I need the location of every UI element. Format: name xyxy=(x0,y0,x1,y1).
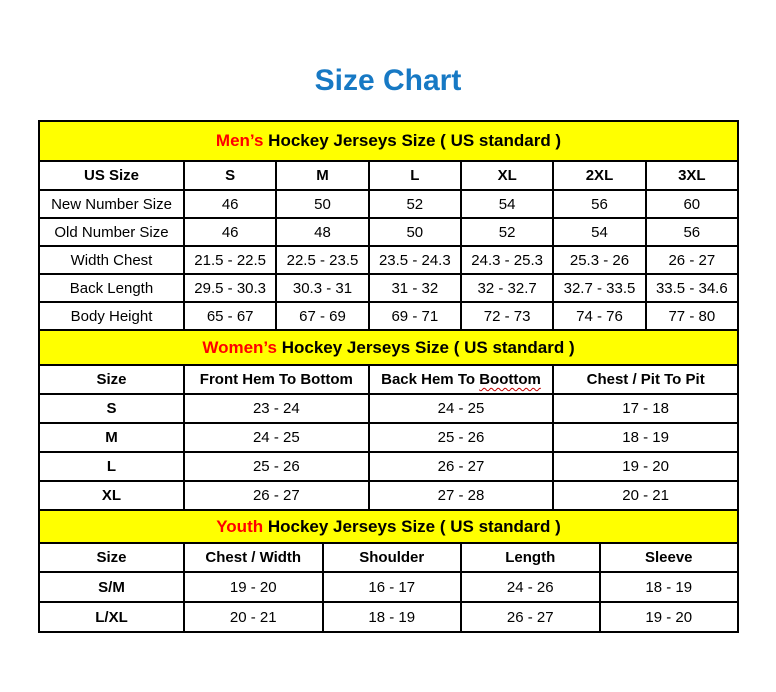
value-cell: 20 - 21 xyxy=(184,602,323,632)
mens-col-s: S xyxy=(184,161,276,190)
mens-col-m: M xyxy=(276,161,368,190)
value-cell: 19 - 20 xyxy=(553,452,738,481)
value-cell: 18 - 19 xyxy=(600,572,739,602)
value-cell: 77 - 80 xyxy=(646,302,738,330)
value-cell: 50 xyxy=(276,190,368,218)
mens-col-l: L xyxy=(369,161,461,190)
mens-highlight-text: Men’s xyxy=(215,131,264,150)
value-cell: 54 xyxy=(553,218,645,246)
value-cell: 52 xyxy=(369,190,461,218)
value-cell: 17 - 18 xyxy=(553,394,738,423)
row-label: S xyxy=(39,394,184,423)
value-cell: 24 - 25 xyxy=(184,423,369,452)
value-cell: 30.3 - 31 xyxy=(276,274,368,302)
value-cell: 33.5 - 34.6 xyxy=(646,274,738,302)
mens-col-us-size: US Size xyxy=(39,161,184,190)
value-cell: 26 - 27 xyxy=(461,602,600,632)
womens-header-text: Hockey Jerseys Size ( US standard ) xyxy=(276,337,575,357)
value-cell: 20 - 21 xyxy=(553,481,738,510)
value-cell: 26 - 27 xyxy=(184,481,369,510)
row-label: M xyxy=(39,423,184,452)
mens-col-3xl: 3XL xyxy=(646,161,738,190)
womens-col-size: Size xyxy=(39,365,184,394)
table-row xyxy=(39,423,738,452)
table-row xyxy=(39,302,738,330)
table-row xyxy=(39,190,738,218)
youth-section-header xyxy=(39,510,738,543)
table-row xyxy=(39,274,738,302)
table-row xyxy=(39,572,738,602)
back-hem-prefix: Back Hem To xyxy=(381,371,480,388)
value-cell: 24.3 - 25.3 xyxy=(461,246,553,274)
value-cell: 67 - 69 xyxy=(276,302,368,330)
value-cell: 24 - 25 xyxy=(369,394,554,423)
value-cell: 31 - 32 xyxy=(369,274,461,302)
value-cell: 21.5 - 22.5 xyxy=(184,246,276,274)
row-label: S/M xyxy=(39,572,184,602)
value-cell: 32 - 32.7 xyxy=(461,274,553,302)
size-tables-container xyxy=(38,120,739,633)
value-cell: 69 - 71 xyxy=(369,302,461,330)
youth-header-text: Hockey Jerseys Size ( US standard ) xyxy=(263,516,561,536)
value-cell: 26 - 27 xyxy=(646,246,738,274)
youth-col-shoulder: Shoulder xyxy=(323,543,462,572)
mens-col-xl: XL xyxy=(461,161,553,190)
value-cell: 52 xyxy=(461,218,553,246)
row-label: New Number Size xyxy=(39,190,184,218)
value-cell: 24 - 26 xyxy=(461,572,600,602)
mens-col-2xl: 2XL xyxy=(553,161,645,190)
mens-header-text: Hockey Jerseys Size ( US standard ) xyxy=(263,131,562,150)
value-cell: 18 - 19 xyxy=(553,423,738,452)
value-cell: 29.5 - 30.3 xyxy=(184,274,276,302)
youth-col-length: Length xyxy=(461,543,600,572)
youth-col-chest-width: Chest / Width xyxy=(184,543,323,572)
youth-col-size: Size xyxy=(39,543,184,572)
value-cell: 56 xyxy=(553,190,645,218)
table-row xyxy=(39,246,738,274)
value-cell: 27 - 28 xyxy=(369,481,554,510)
table-row xyxy=(39,218,738,246)
youth-column-header-row xyxy=(39,543,738,572)
womens-col-back-hem xyxy=(369,365,554,394)
value-cell: 74 - 76 xyxy=(553,302,645,330)
value-cell: 50 xyxy=(369,218,461,246)
value-cell: 19 - 20 xyxy=(184,572,323,602)
value-cell: 60 xyxy=(646,190,738,218)
womens-section-header-row xyxy=(39,330,738,365)
table-row xyxy=(39,602,738,632)
value-cell: 16 - 17 xyxy=(323,572,462,602)
value-cell: 54 xyxy=(461,190,553,218)
value-cell: 56 xyxy=(646,218,738,246)
value-cell: 25 - 26 xyxy=(184,452,369,481)
womens-highlight-text: Women’s xyxy=(202,337,277,357)
row-label: Width Chest xyxy=(39,246,184,274)
row-label: L/XL xyxy=(39,602,184,632)
womens-column-header-row xyxy=(39,365,738,394)
value-cell: 65 - 67 xyxy=(184,302,276,330)
table-row xyxy=(39,394,738,423)
table-row xyxy=(39,481,738,510)
mens-section-header xyxy=(39,121,738,161)
value-cell: 25.3 - 26 xyxy=(553,246,645,274)
youth-highlight-text: Youth xyxy=(216,516,264,536)
youth-section-header-row xyxy=(39,510,738,543)
value-cell: 46 xyxy=(184,218,276,246)
value-cell: 19 - 20 xyxy=(600,602,739,632)
womens-size-table xyxy=(38,329,739,511)
row-label: Back Length xyxy=(39,274,184,302)
page-title: Size Chart xyxy=(314,64,462,97)
value-cell: 48 xyxy=(276,218,368,246)
value-cell: 32.7 - 33.5 xyxy=(553,274,645,302)
row-label: Old Number Size xyxy=(39,218,184,246)
womens-col-chest: Chest / Pit To Pit xyxy=(553,365,738,394)
value-cell: 46 xyxy=(184,190,276,218)
value-cell: 72 - 73 xyxy=(461,302,553,330)
value-cell: 23 - 24 xyxy=(184,394,369,423)
value-cell: 23.5 - 24.3 xyxy=(369,246,461,274)
back-hem-misspelled-word: Boottom xyxy=(479,371,541,388)
youth-size-table xyxy=(38,509,739,633)
value-cell: 26 - 27 xyxy=(369,452,554,481)
table-row xyxy=(39,452,738,481)
mens-column-header-row xyxy=(39,161,738,190)
row-label: Body Height xyxy=(39,302,184,330)
youth-col-sleeve: Sleeve xyxy=(600,543,739,572)
row-label: XL xyxy=(39,481,184,510)
row-label: L xyxy=(39,452,184,481)
value-cell: 18 - 19 xyxy=(323,602,462,632)
value-cell: 22.5 - 23.5 xyxy=(276,246,368,274)
womens-section-header xyxy=(39,330,738,365)
womens-col-front-hem: Front Hem To Bottom xyxy=(184,365,369,394)
mens-section-header-row xyxy=(39,121,738,161)
value-cell: 25 - 26 xyxy=(369,423,554,452)
mens-size-table xyxy=(38,120,739,331)
